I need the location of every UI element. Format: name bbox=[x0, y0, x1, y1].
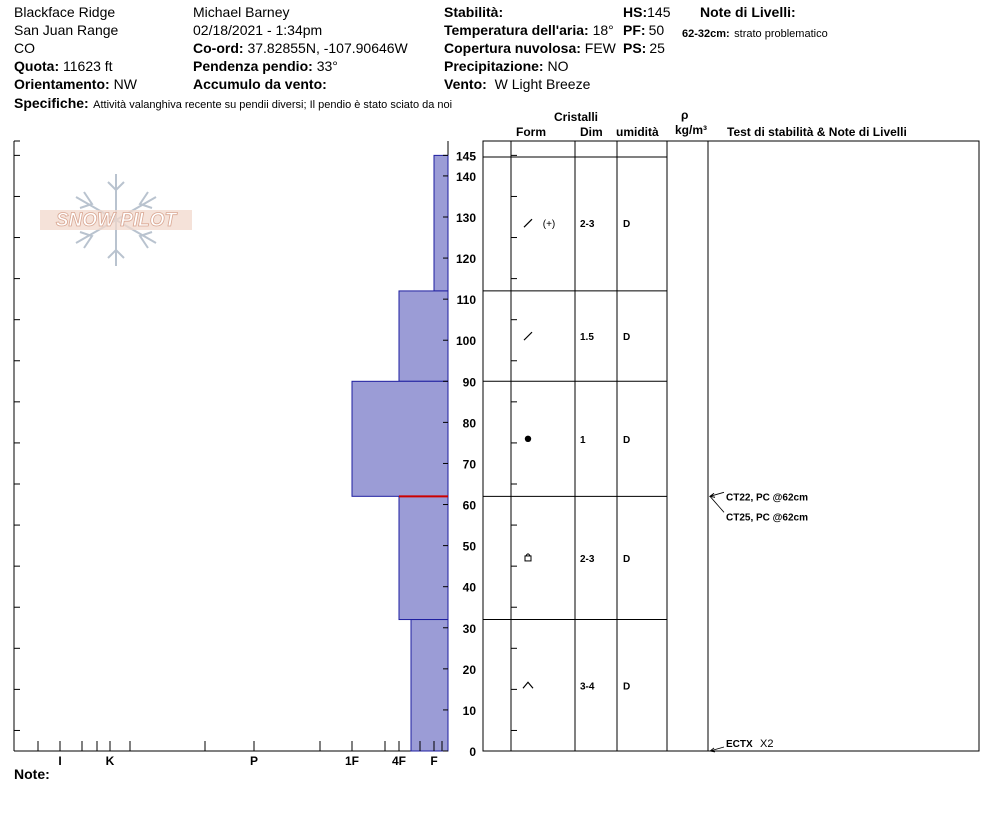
dim-header: Dim bbox=[580, 125, 603, 139]
wind-loading-label: Accumulo da vento: bbox=[193, 76, 327, 92]
decomposing-icon bbox=[524, 219, 555, 230]
hardness-tick-label: F bbox=[430, 754, 438, 768]
layer-moisture: D bbox=[623, 219, 631, 231]
hardness-tick-label: K bbox=[105, 754, 115, 768]
density-unit-header: kg/m³ bbox=[675, 123, 708, 137]
depth-tick-label: 10 bbox=[462, 703, 476, 718]
depth-tick-label: 80 bbox=[462, 416, 476, 431]
layer-note-text: strato problematico bbox=[734, 28, 828, 40]
elevation-label: Quota: bbox=[14, 58, 60, 74]
layer-moisture: D bbox=[623, 681, 631, 693]
note-label: Note: bbox=[14, 766, 50, 782]
layer-dim: 3-4 bbox=[580, 681, 595, 693]
stability-test-notes bbox=[710, 492, 808, 752]
test-label-suffix: X2 bbox=[760, 738, 774, 750]
hardness-ticks bbox=[38, 741, 442, 768]
rounded-icon bbox=[525, 436, 531, 442]
hs-value: 145 bbox=[647, 4, 671, 20]
depth-tick-label: 130 bbox=[455, 210, 476, 225]
rho-header: ρ bbox=[681, 108, 689, 122]
elevation-value: 11623 ft bbox=[63, 58, 113, 74]
moisture-header: umidità bbox=[616, 125, 659, 139]
wind-value: W Light Breeze bbox=[494, 76, 591, 92]
layer-moisture: D bbox=[623, 553, 631, 565]
depth-tick-label: 100 bbox=[455, 334, 476, 349]
tests-header: Test di stabilità & Note di Livelli bbox=[727, 125, 907, 139]
caret-mark bbox=[523, 682, 533, 688]
grain-table-frame bbox=[483, 141, 979, 751]
range-name: San Juan Range bbox=[14, 22, 119, 38]
logo-text: SNOW PILOT bbox=[55, 210, 177, 231]
specifics-text: Attività valanghiva recente su pendii diversi; Il pendio è stato sciato da noi bbox=[93, 99, 453, 111]
hardness-bar-5 bbox=[411, 620, 448, 751]
aspect-value: NW bbox=[113, 76, 137, 92]
precip-label: Precipitazione: bbox=[444, 58, 544, 74]
form-header: Form bbox=[516, 125, 546, 139]
depth-tick-label: 50 bbox=[462, 539, 476, 554]
square-mark bbox=[525, 556, 531, 561]
hardness-tick-label: 1F bbox=[344, 754, 360, 768]
ps-value: 25 bbox=[649, 40, 665, 56]
depth-tick-label: 145 bbox=[455, 149, 476, 164]
hardness-tick-label: I bbox=[58, 754, 62, 768]
sky-value: FEW bbox=[584, 40, 616, 56]
stability-label: Stabilità: bbox=[444, 4, 504, 20]
ps-label: PS: bbox=[623, 40, 647, 56]
layer-dim: 2-3 bbox=[580, 553, 595, 565]
slash-mark bbox=[524, 332, 532, 340]
dot-mark bbox=[525, 436, 531, 442]
aspect-label: Orientamento: bbox=[14, 76, 110, 92]
coord-value: 37.82855N, -107.90646W bbox=[247, 40, 408, 56]
coord-label: Co-ord: bbox=[193, 40, 244, 56]
hardness-bars bbox=[352, 155, 448, 751]
depth-tick-label: 110 bbox=[456, 293, 476, 308]
pf-value: 50 bbox=[648, 22, 665, 38]
air-temp-label: Temperatura dell'aria: bbox=[444, 22, 589, 38]
form-column-ticks bbox=[511, 155, 517, 730]
test-label: CT22, PC @62cm bbox=[726, 492, 809, 504]
hardness-bar-2 bbox=[399, 291, 448, 381]
depth-tick-label: 90 bbox=[462, 375, 476, 390]
layer-dim: 1 bbox=[580, 434, 586, 446]
plus-mark: (+) bbox=[542, 219, 556, 231]
layer-moisture: D bbox=[623, 434, 631, 446]
observation-datetime: 02/18/2021 - 1:34pm bbox=[193, 22, 323, 38]
crystals-header: Cristalli bbox=[554, 110, 599, 124]
wind-label: Vento: bbox=[444, 76, 487, 92]
depth-tick-label: 40 bbox=[462, 580, 476, 595]
hs-label: HS: bbox=[623, 4, 648, 20]
sky-label: Copertura nuvolosa: bbox=[444, 40, 581, 56]
slash-mark bbox=[524, 219, 532, 227]
hardness-tick-label: P bbox=[249, 754, 259, 768]
layer-dim: 1.5 bbox=[580, 332, 594, 344]
hardness-tick-label: 4F bbox=[391, 754, 407, 768]
depth-tick-label: 0 bbox=[469, 745, 476, 759]
layer-note-range: 62-32cm: bbox=[682, 28, 730, 40]
depth-tick-label: 60 bbox=[462, 498, 476, 513]
slope-label: Pendenza pendio: bbox=[193, 58, 313, 74]
pf-label: PF: bbox=[623, 22, 646, 38]
precip-value: NO bbox=[547, 58, 569, 74]
observer-name: Michael Barney bbox=[193, 4, 290, 20]
left-depth-ticks bbox=[14, 155, 20, 730]
state-name: CO bbox=[14, 40, 35, 56]
layer-notes-title: Note di Livelli: bbox=[700, 4, 796, 20]
test-label: ECTX bbox=[726, 739, 753, 750]
depth-tick-label: 140 bbox=[455, 169, 476, 184]
depth-tick-label: 30 bbox=[462, 621, 476, 636]
depth-tick-label: 70 bbox=[462, 457, 476, 472]
specifics-label: Specifiche: bbox=[14, 95, 89, 111]
depth-tick-label: 20 bbox=[462, 662, 476, 677]
location-name: Blackface Ridge bbox=[14, 4, 116, 20]
air-temp-value: 18° bbox=[592, 22, 614, 38]
slope-value: 33° bbox=[316, 58, 338, 74]
decomposing-single-icon bbox=[524, 332, 532, 340]
test-arrow bbox=[710, 496, 724, 512]
depth-tick-label: 120 bbox=[455, 252, 476, 267]
hardness-bar-4 bbox=[399, 496, 448, 619]
depth-hoar-icon bbox=[523, 682, 533, 688]
layer-dim: 2-3 bbox=[580, 219, 595, 231]
test-label: CT25, PC @62cm bbox=[726, 512, 809, 524]
faceted-icon bbox=[525, 554, 531, 561]
layer-moisture: D bbox=[623, 332, 631, 344]
hardness-bar-3 bbox=[352, 381, 448, 496]
